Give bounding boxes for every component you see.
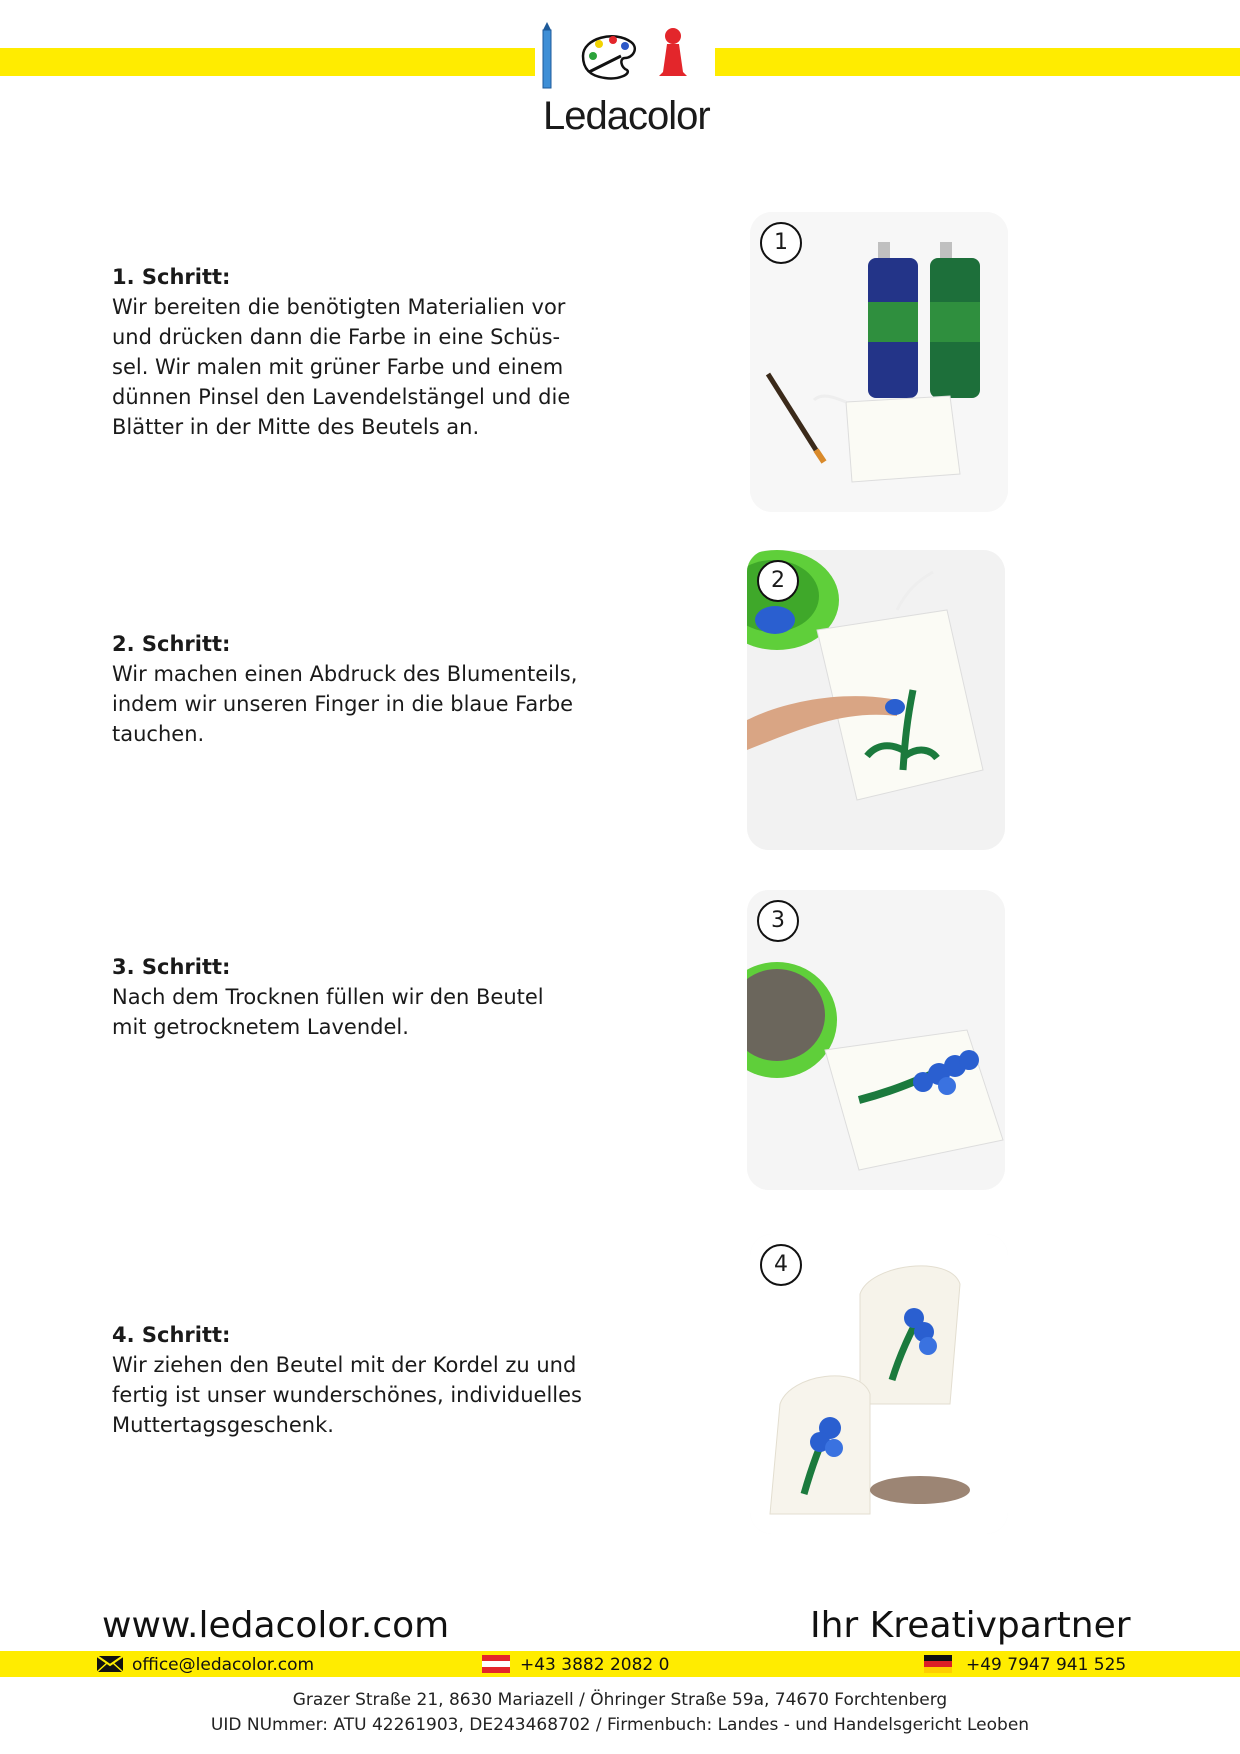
phone-number-de[interactable]: +49 7947 941 525 xyxy=(966,1655,1127,1675)
website-link[interactable]: www.ledacolor.com xyxy=(102,1605,450,1646)
email-address[interactable]: office@ledacolor.com xyxy=(132,1655,315,1675)
phone-number-at[interactable]: +43 3882 2082 0 xyxy=(520,1655,670,1675)
austria-flag-icon xyxy=(482,1655,510,1673)
step-1-photo xyxy=(750,212,1008,512)
step-text: Wir machen einen Abdruck des Blumenteils, indem wir unseren Finger in die blaue Farbe tauchen. xyxy=(112,662,578,746)
step-number-badge: 4 xyxy=(760,1244,802,1286)
step-text: Wir ziehen den Beutel mit der Kordel zu und fertig ist unser wunderschönes, individuelles Muttertagsgeschenk. xyxy=(112,1353,582,1437)
germany-flag-icon xyxy=(924,1655,952,1673)
phone-austria[interactable] xyxy=(482,1654,669,1676)
step-1 xyxy=(112,262,582,442)
step-4-photo xyxy=(750,1234,1008,1534)
step-2-photo xyxy=(747,550,1005,850)
step-title: 2. Schritt: xyxy=(112,632,231,656)
envelope-icon xyxy=(96,1655,124,1673)
brand-name: Ledacolor xyxy=(543,94,710,138)
slogan: Ihr Kreativpartner xyxy=(810,1605,1131,1646)
step-text: Nach dem Trocknen füllen wir den Beutel mit getrocknetem Lavendel. xyxy=(112,985,544,1039)
step-title: 4. Schritt: xyxy=(112,1323,231,1347)
brand-logo xyxy=(535,20,715,140)
step-number-badge: 3 xyxy=(757,900,799,942)
phone-germany[interactable] xyxy=(924,1654,1126,1676)
step-title: 1. Schritt: xyxy=(112,265,231,289)
step-text: Wir bereiten die benötigten Materialien vor und drücken dann die Farbe in eine Schüs-sel. Wir malen mit grüner Farbe und einem dünnen Pinsel den Lavendelstängel und die Blätter in der Mitte des Beutels an. xyxy=(112,295,571,439)
company-address: Grazer Straße 21, 8630 Mariazell / Öhringer Straße 59a, 74670 Forchtenberg xyxy=(292,1690,948,1710)
logo-artwork xyxy=(535,20,715,100)
step-2 xyxy=(112,629,582,749)
step-number-badge: 2 xyxy=(757,560,799,602)
email-contact[interactable] xyxy=(96,1654,314,1676)
step-title: 3. Schritt: xyxy=(112,955,231,979)
step-3 xyxy=(112,952,582,1042)
company-registry: UID NUmmer: ATU 42261903, DE243468702 / Firmenbuch: Landes - und Handelsgericht Leoben xyxy=(210,1715,1030,1735)
step-4 xyxy=(112,1320,582,1440)
step-number-badge: 1 xyxy=(760,222,802,264)
step-3-photo xyxy=(747,890,1005,1190)
